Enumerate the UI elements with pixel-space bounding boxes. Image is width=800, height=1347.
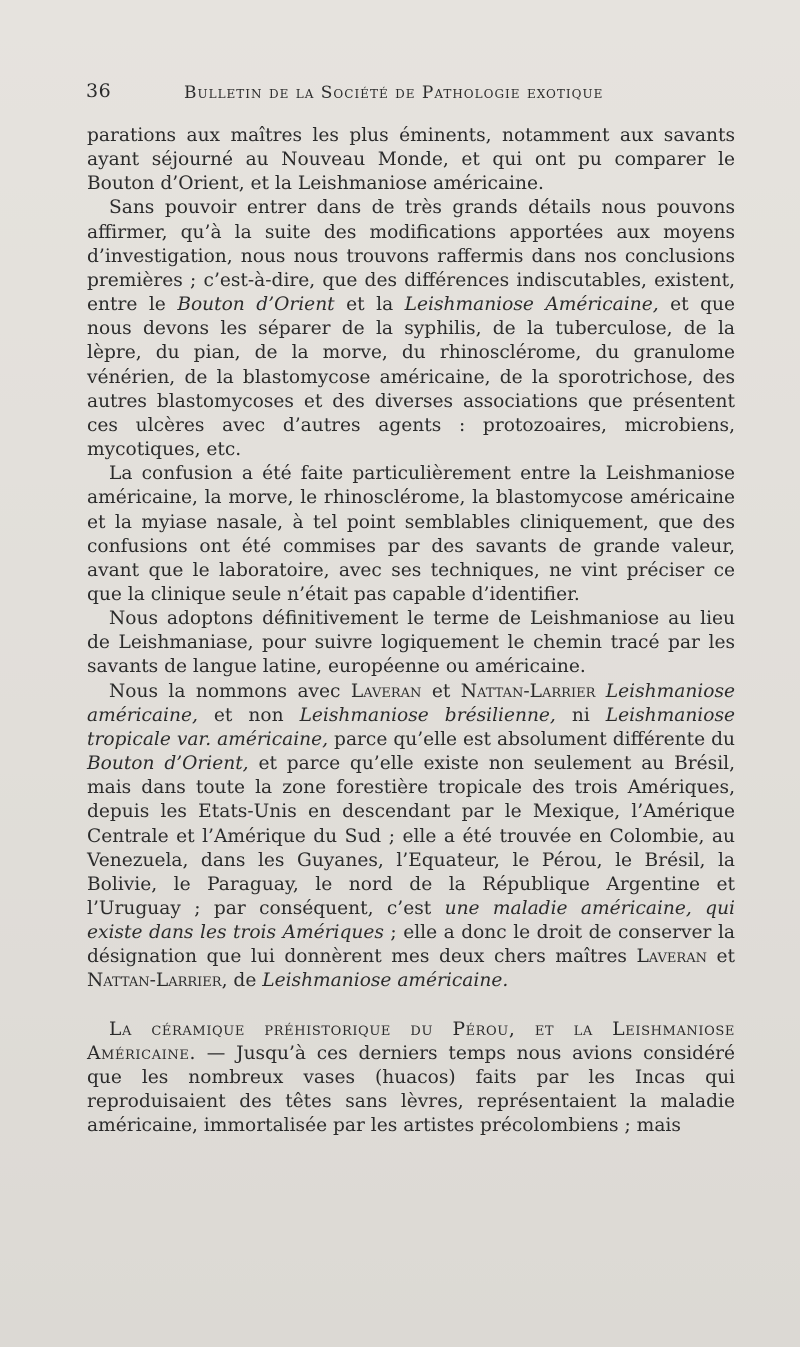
paragraph-4: Nous adoptons définitivement le terme de Leishmaniose au lieu de Leishmaniase, pour suivre logiquement le chemin tracé par les savants de langue latine, européenne ou américaine. [87,608,735,678]
section-text: — Jusqu’à ces derniers temps nous avions considéré que les nombreux vases (huacos) faits par les Incas qui reproduisaient des têtes sans lèvres, représentaient la maladie américaine, immortalisée par les artistes précolombiens ; mais [87,1042,735,1137]
italic-term: Leishmaniose américaine. [262,970,509,992]
paragraph-2 [87,196,735,462]
paragraph-5 [87,680,735,994]
text-run: et la [334,294,405,316]
text-run [595,681,605,702]
body-text [87,124,735,1138]
italic-term: Bouton d’Orient [177,294,335,316]
section-paragraph [87,1018,735,1139]
text-run: et [706,946,735,968]
italic-term: Leishmaniose Américaine, [404,294,659,316]
text-run: et [421,680,461,702]
italic-term: Leishmaniose américaine, [87,680,735,726]
page-number: 36 [86,80,112,102]
italic-term: Leishmaniose tropicale var. américaine, [87,704,735,750]
page-header [86,80,731,108]
author-name: Laveran [350,680,422,702]
italic-term: Leishmaniose brésilienne, [299,704,556,726]
text-run: et non [197,704,300,726]
text-run: Sans pouvoir entrer dans de très grands détails nous pouvons affirmer, qu’à la suite des modifications apportées aux moyens d’investigation, nous nous trouvons raffermis dans nos conclusions premières ; c’est-à-dire, que des différences indiscutables, existent, entre le [87,197,735,316]
paragraph-1: parations aux maîtres les plus éminents, notamment aux savants ayant séjourné au Nouveau Monde, et qui ont pu comparer le Bouton d’Orient, et la Leishmaniose américaine. [87,125,735,195]
section-title: La céramique préhistorique du Pérou, et la Leishmaniose Américaine. [87,1018,735,1064]
author-name: Laveran [636,946,707,968]
text-run: ; elle a donc le droit de conserver la désignation que lui donnèrent mes deux chers maîtres [87,922,735,968]
italic-term: Bouton d’Orient, [87,753,249,775]
running-head: Bulletin de la Société de Pathologie exotique [184,83,604,103]
author-name: Nattan-Larrier [460,680,596,702]
text-run: et parce qu’elle existe non seulement au Brésil, mais dans toute la zone forestière tropicale des trois Amériques, depuis les Etats-Unis en descendant par le Mexique, l’Amérique Centrale et l’Amérique du Sud ; elle a été trouvée en Colombie, au Venezuela, dans les Guyanes, l’Equateur, le Pérou, le Brésil, la Bolivie, le Paraguay, le nord de la République Argentine et l’Uruguay ; par conséquent, c’est [87,753,736,919]
paragraph-3: La confusion a été faite particulièrement entre la Leishmaniose américaine, la morve, le rhinosclérome, la blastomycose américaine et la myiase nasale, à tel point semblables cliniquement, que des confusions ont été commises par des savants de grande valeur, avant que le laboratoire, avec ses techniques, ne vint préciser ce que la clinique seule n’était pas capable d’identifier. [87,463,735,605]
text-run: ni [555,704,606,726]
text-run: parce qu’elle est absolument différente du [328,728,735,750]
author-name: Nattan-Larrier, [87,970,228,992]
italic-term: une maladie américaine, qui existe dans les trois Amériques [87,898,735,944]
text-run: et que nous devons les séparer de la syphilis, de la tuberculose, de la lèpre, du pian, de la morve, du rhinosclérome, du granulome vénérien, de la blastomycose américaine, de la sporotrichose, des autres blastomycoses et des diverses associations que présentent ces ulcères avec d’autres agents : protozoaires, microbiens, mycotiques, etc. [87,294,735,461]
text-run: de [227,970,263,992]
text-run: Nous la nommons avec [109,680,351,702]
